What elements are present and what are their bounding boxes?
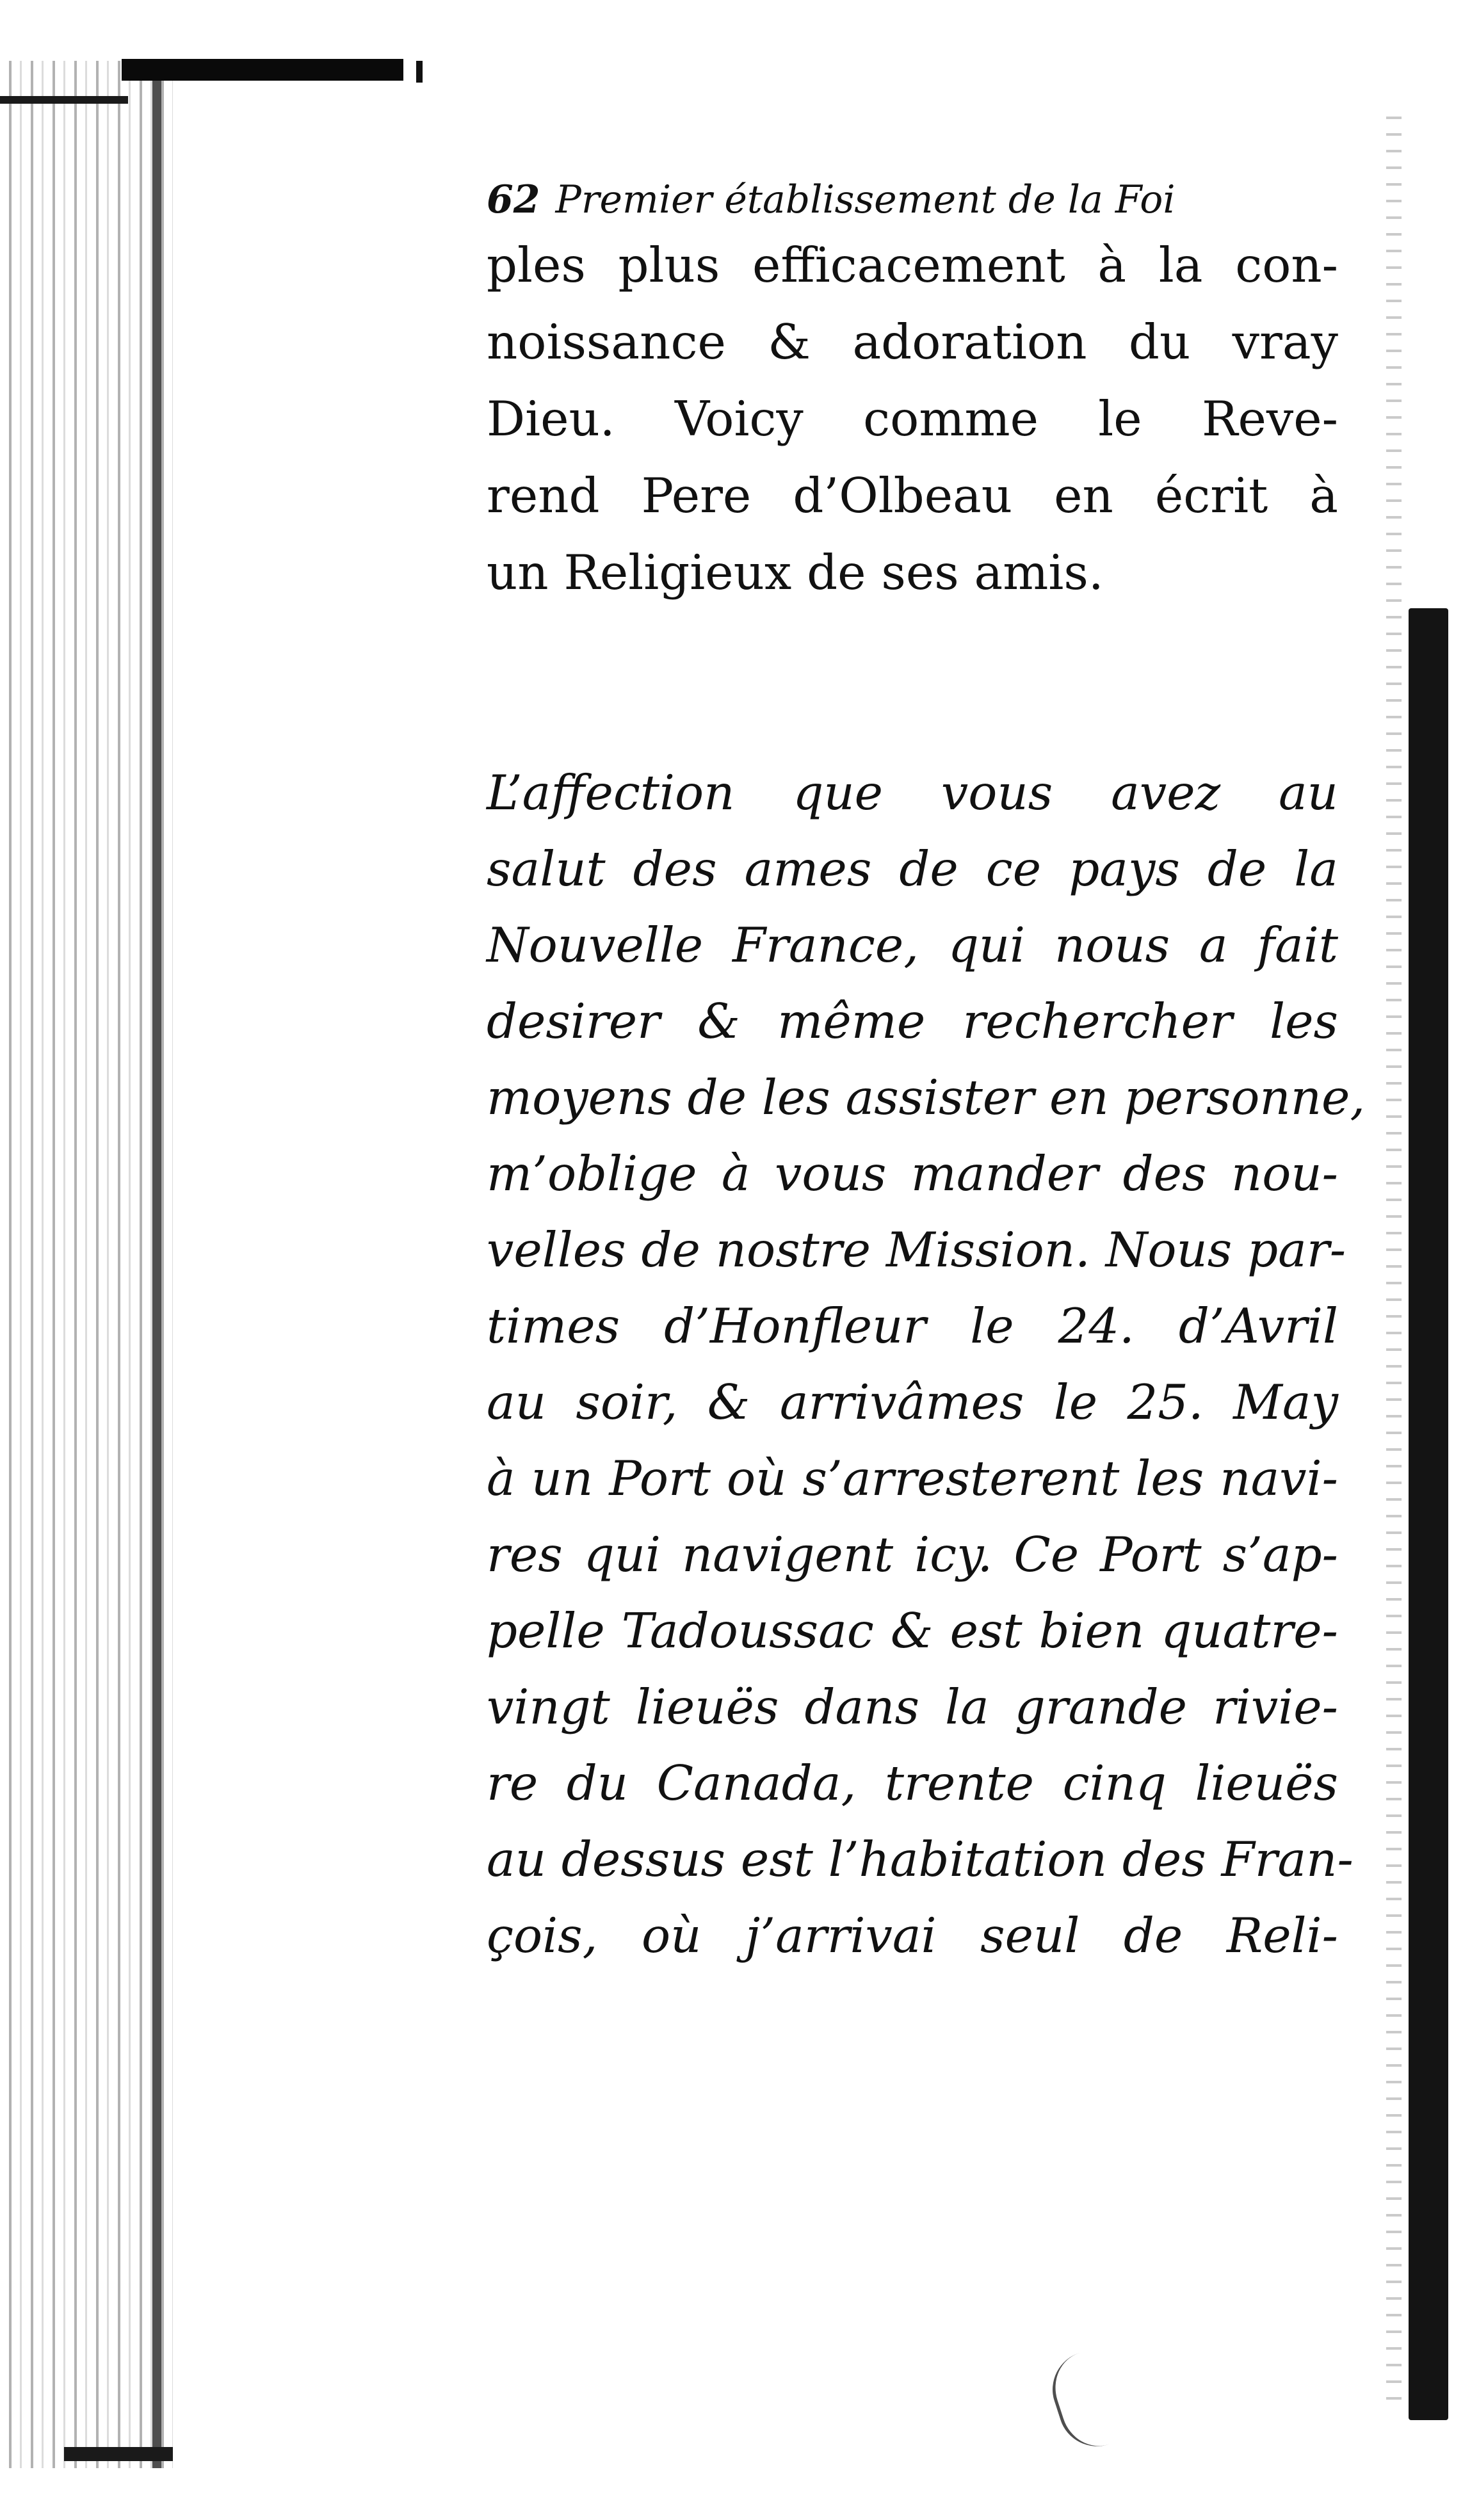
letter-line: re du Canada, trente cinq lieuës xyxy=(487,1755,1338,1811)
letter-line: res qui navigent icy. Ce Port s’ap- xyxy=(487,1526,1338,1583)
intro-line: rend Pere d’Olbeau en écrit à xyxy=(487,467,1338,524)
letter-line: çois, où j’arrivai seul de Reli- xyxy=(487,1907,1338,1964)
letter-line: m’oblige à vous mander des nou- xyxy=(487,1145,1338,1202)
top-edge-shadow xyxy=(122,59,403,81)
letter-paragraph xyxy=(487,755,1366,1974)
intro-line: noissance & adoration du vray xyxy=(487,314,1338,370)
letter-line: au soir, & arrivâmes le 25. May xyxy=(487,1374,1338,1430)
intro-line: un Religieux de ses amis. xyxy=(487,544,1104,601)
binding-edge-line xyxy=(152,61,161,2468)
letter-line: pelle Tadoussac & est bien quatre- xyxy=(487,1603,1338,1659)
letter-line: L’affection que vous avez au xyxy=(487,764,1338,821)
letter-line: Nouvelle France, qui nous a fait xyxy=(487,917,1338,973)
intro-line: Dieu. Voicy comme le Reve- xyxy=(487,391,1338,447)
bottom-left-edge-shadow xyxy=(64,2447,173,2461)
right-page-edge-shadow xyxy=(1409,608,1448,2420)
letter-line: times d’Honfleur le 24. d’Avril xyxy=(487,1298,1338,1354)
intro-line: ples plus efficacement à la con- xyxy=(487,237,1338,293)
letter-line: moyens de les assister en personne, xyxy=(487,1069,1366,1126)
letter-line: velles de nostre Mission. Nous par- xyxy=(487,1222,1346,1278)
stray-ink-mark xyxy=(1042,2352,1111,2457)
right-page-edge-noise xyxy=(1386,109,1402,2414)
letter-line: desirer & même rechercher les xyxy=(487,993,1338,1049)
top-edge-tick xyxy=(416,61,423,83)
letter-line: à un Port où s’arresterent les navi- xyxy=(487,1450,1338,1506)
letter-line: salut des ames de ce pays de la xyxy=(487,841,1338,897)
running-head xyxy=(487,173,1338,227)
letter-line: vingt lieuës dans la grande rivie- xyxy=(487,1679,1338,1735)
letter-line: au dessus est l’habitation des Fran- xyxy=(487,1831,1354,1887)
page-text-block xyxy=(487,173,1366,1974)
intro-paragraph xyxy=(487,227,1338,611)
page-number: 62 xyxy=(487,177,540,222)
running-title: Premier établissement de la Foi xyxy=(555,177,1176,222)
binding-gutter-shadow xyxy=(0,61,173,2468)
top-left-edge-shadow xyxy=(0,96,128,104)
